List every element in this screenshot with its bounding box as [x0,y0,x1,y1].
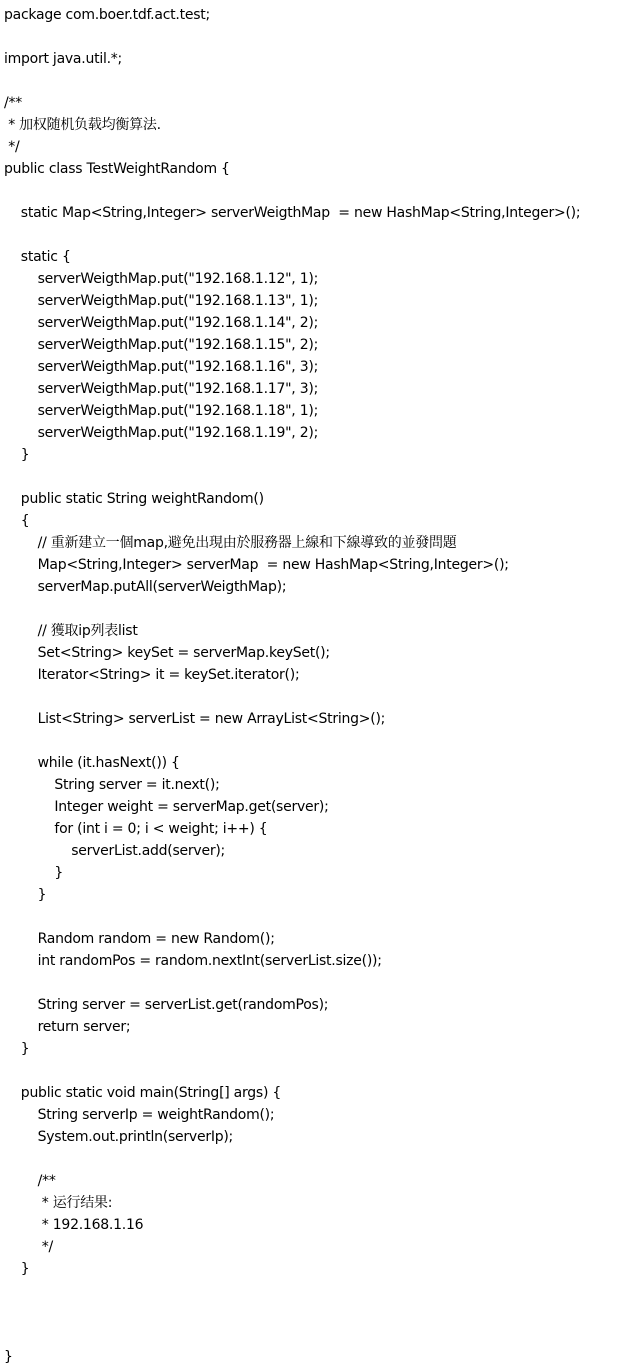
code-line: serverList.add(server); [4,843,226,859]
code-line: serverWeigthMap.put("192.168.1.14", 2); [4,315,319,331]
code-line: serverWeigthMap.put("192.168.1.18", 1); [4,403,319,419]
code-line [4,1280,632,1302]
code-line: // 重新建立一個map,避免出現由於服務器上線和下線導致的並發問題 [4,535,457,551]
code-line: serverMap.putAll(serverWeigthMap); [4,579,287,595]
code-line: serverWeigthMap.put("192.168.1.15", 2); [4,337,319,353]
code-line: while (it.hasNext()) { [4,755,180,771]
code-line [4,224,632,246]
code-line: String server = it.next(); [4,777,220,793]
code-line: * 加权随机负载均衡算法. [4,117,161,133]
code-line: Random random = new Random(); [4,931,275,947]
code-line: for (int i = 0; i < weight; i++) { [4,821,268,837]
code-line: serverWeigthMap.put("192.168.1.12", 1); [4,271,319,287]
code-line: } [4,1041,30,1057]
code-line [4,1302,632,1324]
code-line [4,972,632,994]
code-line [4,686,632,708]
code-line: serverWeigthMap.put("192.168.1.17", 3); [4,381,319,397]
code-line [4,598,632,620]
code-line: /** [4,95,22,111]
code-line: */ [4,1239,54,1255]
code-line [4,906,632,928]
code-line: import java.util.*; [4,51,123,67]
code-line: } [4,447,30,463]
code-line: String server = serverList.get(randomPos); [4,997,329,1013]
code-line: static Map<String,Integer> serverWeigthMap = new HashMap<String,Integer>(); [4,205,581,221]
code-line: /** [4,1173,56,1189]
code-line [4,26,632,48]
code-line: } [4,887,47,903]
code-line: } [4,1261,30,1277]
code-line: return server; [4,1019,131,1035]
code-line: } [4,865,64,881]
code-line: * 运行结果: [4,1195,113,1211]
code-line: */ [4,139,20,155]
code-line: package com.boer.tdf.act.test; [4,7,210,23]
code-line: List<String> serverList = new ArrayList<String>(); [4,711,386,727]
code-line: System.out.println(serverIp); [4,1129,234,1145]
code-listing [4,4,632,1368]
code-line [4,180,632,202]
code-line [4,1060,632,1082]
code-line: static { [4,249,71,265]
code-line: // 獲取ip列表list [4,623,138,639]
code-line: { [4,513,30,529]
code-line: public static void main(String[] args) { [4,1085,282,1101]
code-line: * 192.168.1.16 [4,1217,144,1233]
code-line [4,70,632,92]
code-line: public class TestWeightRandom { [4,161,230,177]
code-line: int randomPos = random.nextInt(serverList.size()); [4,953,382,969]
code-line: Iterator<String> it = keySet.iterator(); [4,667,300,683]
code-line: serverWeigthMap.put("192.168.1.16", 3); [4,359,319,375]
code-line: Integer weight = serverMap.get(server); [4,799,329,815]
code-line [4,730,632,752]
code-line: Map<String,Integer> serverMap = new HashMap<String,Integer>(); [4,557,509,573]
code-line: serverWeigthMap.put("192.168.1.13", 1); [4,293,319,309]
code-line: String serverIp = weightRandom(); [4,1107,275,1123]
code-line [4,466,632,488]
code-line: Set<String> keySet = serverMap.keySet(); [4,645,330,661]
code-line [4,1148,632,1170]
code-line: } [4,1349,13,1365]
code-line: serverWeigthMap.put("192.168.1.19", 2); [4,425,319,441]
code-line: public static String weightRandom() [4,491,264,507]
